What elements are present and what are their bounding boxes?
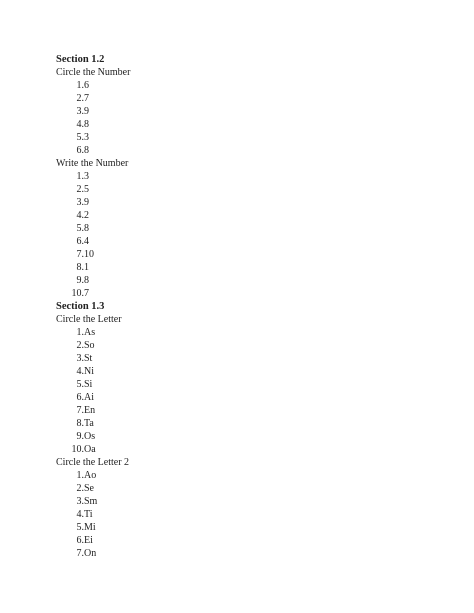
list-item: [56, 196, 456, 209]
group-heading: Write the Number: [56, 158, 129, 169]
list-item: [56, 352, 456, 365]
list-item: [56, 274, 456, 287]
list-item: [56, 365, 456, 378]
list-item: [56, 378, 456, 391]
list-item: [56, 144, 456, 157]
list-item: [56, 391, 456, 404]
list-item: [56, 79, 456, 92]
list-item: [56, 235, 456, 248]
item-number: 6.: [76, 535, 84, 546]
item-value: 4: [84, 236, 89, 247]
list-item: [56, 261, 456, 274]
group-circle-the-number: [56, 66, 456, 157]
item-value: On: [84, 548, 97, 559]
item-value: Os: [84, 431, 96, 442]
item-list: [56, 326, 456, 456]
group-heading: Circle the Number: [56, 67, 131, 78]
item-number: 4.: [76, 509, 84, 520]
item-value: 3: [84, 132, 89, 143]
item-value: As: [84, 327, 96, 338]
item-number: 3.: [76, 496, 84, 507]
item-value: Mi: [84, 522, 96, 533]
list-item: [56, 183, 456, 196]
item-value: Se: [84, 483, 94, 494]
list-item: [56, 170, 456, 183]
item-value: En: [84, 405, 96, 416]
list-item: [56, 482, 456, 495]
item-number: 1.: [76, 171, 84, 182]
list-item: [56, 521, 456, 534]
item-value: Ao: [84, 470, 97, 481]
list-item: [56, 92, 456, 105]
group-write-the-number: [56, 157, 456, 300]
item-value: Ei: [84, 535, 93, 546]
item-value: 8: [84, 145, 89, 156]
item-value: Ti: [84, 509, 93, 520]
item-number: 4.: [76, 366, 84, 377]
item-number: 4.: [76, 210, 84, 221]
item-number: 8.: [76, 262, 84, 273]
list-item: [56, 209, 456, 222]
list-item: [56, 404, 456, 417]
item-number: 9.: [76, 431, 84, 442]
item-value: Ai: [84, 392, 94, 403]
item-number: 2.: [76, 340, 84, 351]
item-number: 1.: [76, 327, 84, 338]
list-item: [56, 287, 456, 300]
list-item: [56, 443, 456, 456]
list-item: [56, 131, 456, 144]
list-item: [56, 508, 456, 521]
item-number: 1.: [76, 470, 84, 481]
list-item: [56, 495, 456, 508]
item-value: 8: [84, 223, 89, 234]
section-1-3: [56, 300, 456, 560]
item-number: 5.: [76, 522, 84, 533]
item-value: 9: [84, 197, 89, 208]
item-number: 6.: [76, 236, 84, 247]
item-number: 10.: [71, 288, 84, 299]
item-value: Si: [84, 379, 93, 390]
item-value: Ta: [84, 418, 94, 429]
group-heading: Circle the Letter 2: [56, 457, 130, 468]
section-1-2: [56, 53, 456, 300]
section-heading: Section 1.3: [56, 301, 105, 312]
item-number: 3.: [76, 353, 84, 364]
item-number: 2.: [76, 93, 84, 104]
item-value: St: [84, 353, 93, 364]
item-list: [56, 170, 456, 300]
item-number: 3.: [76, 106, 84, 117]
item-number: 5.: [76, 223, 84, 234]
item-number: 10.: [71, 444, 84, 455]
item-number: 6.: [76, 392, 84, 403]
item-list: [56, 469, 456, 560]
group-circle-the-letter-2: [56, 456, 456, 560]
item-number: 4.: [76, 119, 84, 130]
item-value: 6: [84, 80, 89, 91]
item-number: 7.: [76, 405, 84, 416]
list-item: [56, 222, 456, 235]
list-item: [56, 248, 456, 261]
list-item: [56, 339, 456, 352]
item-list: [56, 79, 456, 157]
list-item: [56, 417, 456, 430]
item-value: So: [84, 340, 95, 351]
item-number: 9.: [76, 275, 84, 286]
list-item: [56, 547, 456, 560]
item-value: 9: [84, 106, 89, 117]
item-value: 8: [84, 119, 89, 130]
item-number: 7.: [76, 548, 84, 559]
item-number: 8.: [76, 418, 84, 429]
item-value: 1: [84, 262, 89, 273]
item-value: 10: [84, 249, 94, 260]
item-number: 2.: [76, 184, 84, 195]
item-value: 2: [84, 210, 89, 221]
item-value: Sm: [84, 496, 98, 507]
list-item: [56, 534, 456, 547]
list-item: [56, 430, 456, 443]
item-number: 3.: [76, 197, 84, 208]
list-item: [56, 105, 456, 118]
list-item: [56, 118, 456, 131]
list-item: [56, 469, 456, 482]
section-heading: Section 1.2: [56, 54, 105, 65]
item-value: Oa: [84, 444, 96, 455]
group-circle-the-letter: [56, 313, 456, 456]
item-number: 2.: [76, 483, 84, 494]
group-heading: Circle the Letter: [56, 314, 122, 325]
item-value: 7: [84, 288, 89, 299]
item-value: 3: [84, 171, 89, 182]
item-number: 6.: [76, 145, 84, 156]
item-value: 8: [84, 275, 89, 286]
list-item: [56, 326, 456, 339]
item-value: 5: [84, 184, 89, 195]
item-number: 7.: [76, 249, 84, 260]
item-value: 7: [84, 93, 89, 104]
item-number: 1.: [76, 80, 84, 91]
item-value: Ni: [84, 366, 94, 377]
document-page: [56, 53, 456, 560]
item-number: 5.: [76, 132, 84, 143]
item-number: 5.: [76, 379, 84, 390]
